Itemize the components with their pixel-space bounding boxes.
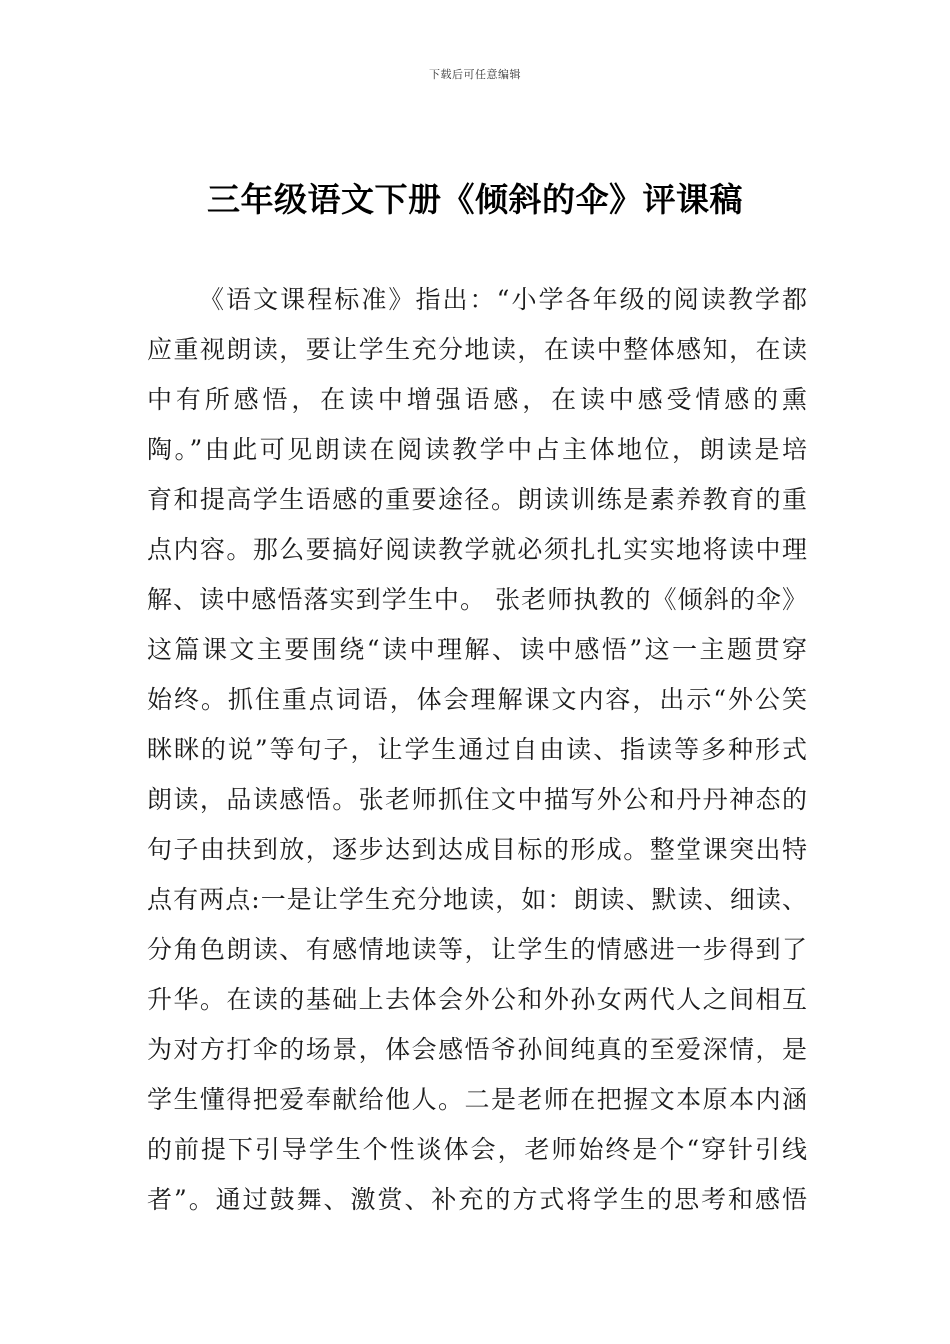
body-line: 始终。抓住重点词语，体会理解课文内容，出示“外公笑 xyxy=(147,685,807,714)
body-line: 解、读中感悟落实到学生中。 张老师执教的《倾斜的伞》 xyxy=(147,585,807,614)
body-line: 者”。通过鼓舞、激赏、补充的方式将学生的思考和感悟 xyxy=(147,1185,807,1214)
body-line: 分角色朗读、有感情地读等，让学生的情感进一步得到了 xyxy=(147,935,807,964)
body-line: 句子由扶到放，逐步达到达成目标的形成。整堂课突出特 xyxy=(147,835,807,864)
document-title: 三年级语文下册《倾斜的伞》评课稿 xyxy=(207,180,743,219)
body-line: 《语文课程标准》指出：“小学各年级的阅读教学都 xyxy=(199,285,807,314)
document-body xyxy=(147,275,807,1225)
body-line: 点内容。那么要搞好阅读教学就必须扎扎实实地将读中理 xyxy=(147,535,807,564)
page-header-note: 下载后可任意编辑 xyxy=(429,68,521,81)
body-line: 育和提高学生语感的重要途径。朗读训练是素养教育的重 xyxy=(147,485,807,514)
body-line: 学生懂得把爱奉献给他人。二是老师在把握文本原本内涵 xyxy=(147,1085,807,1114)
body-line: 朗读，品读感悟。张老师抓住文中描写外公和丹丹神态的 xyxy=(147,785,807,814)
body-line: 为对方打伞的场景，体会感悟爷孙间纯真的至爱深情，是 xyxy=(147,1035,807,1064)
body-line: 中有所感悟，在读中增强语感，在读中感受情感的熏 xyxy=(147,385,807,414)
body-line: 升华。在读的基础上去体会外公和外孙女两代人之间相互 xyxy=(147,985,807,1014)
body-line: 眯眯的说”等句子，让学生通过自由读、指读等多种形式 xyxy=(147,735,807,764)
body-line: 陶。”由此可见朗读在阅读教学中占主体地位，朗读是培 xyxy=(147,435,807,464)
body-line: 的前提下引导学生个性谈体会，老师始终是个“穿针引线 xyxy=(147,1135,807,1164)
body-line: 点有两点:一是让学生充分地读，如：朗读、默读、细读、 xyxy=(147,885,807,914)
body-line: 这篇课文主要围绕“读中理解、读中感悟”这一主题贯穿 xyxy=(147,635,807,664)
body-line: 应重视朗读，要让学生充分地读，在读中整体感知，在读 xyxy=(147,335,807,364)
